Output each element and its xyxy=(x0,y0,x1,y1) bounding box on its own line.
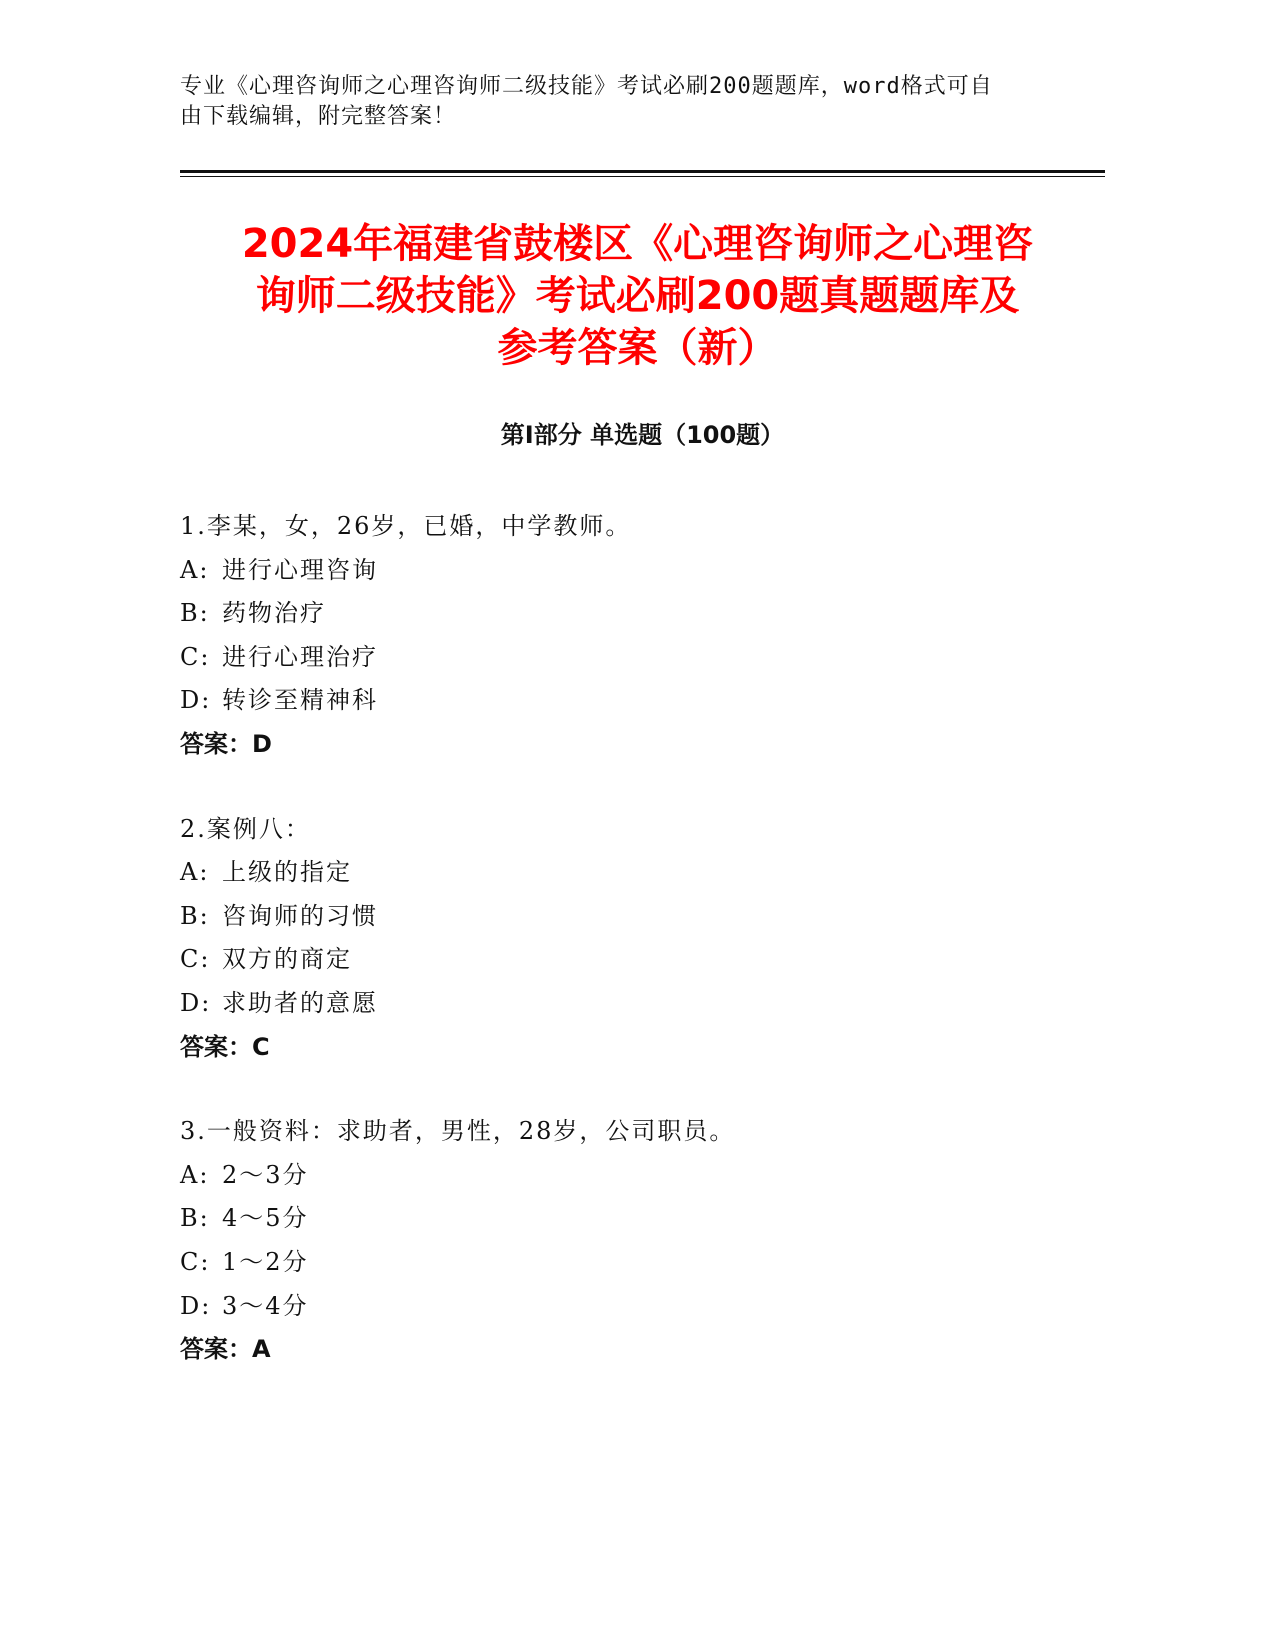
option-text: 进行心理咨询 xyxy=(222,555,378,584)
option-text: 3～4分 xyxy=(222,1291,309,1320)
header-divider-thin xyxy=(180,176,1105,177)
option-key: D: xyxy=(180,686,212,715)
answer-line: 答案：D xyxy=(180,729,272,758)
answer-line: 答案：A xyxy=(180,1335,271,1364)
question-item xyxy=(180,808,1105,1070)
option-d xyxy=(180,1285,1105,1329)
intro-line-2: 由下载编辑，附完整答案！ xyxy=(180,104,457,129)
question-stem: 3.一般资料：求助者，男性，28岁，公司职员。 xyxy=(180,1117,736,1146)
option-text: 2～3分 xyxy=(222,1160,309,1189)
option-key: B: xyxy=(180,1204,210,1233)
option-text: 双方的商定 xyxy=(222,945,352,974)
option-text: 4～5分 xyxy=(222,1204,309,1233)
document-title xyxy=(150,218,1125,374)
option-a xyxy=(180,851,1105,895)
option-text: 上级的指定 xyxy=(222,858,352,887)
answer-line: 答案：C xyxy=(180,1032,270,1061)
question-stem: 2.案例八： xyxy=(180,814,311,843)
option-key: D: xyxy=(180,1291,212,1320)
option-text: 药物治疗 xyxy=(222,599,326,628)
option-key: A: xyxy=(180,858,210,887)
option-key: C: xyxy=(180,945,211,974)
question-list xyxy=(180,505,1105,1413)
option-a xyxy=(180,549,1105,593)
option-key: B: xyxy=(180,901,210,930)
question-item xyxy=(180,505,1105,767)
option-text: 1～2分 xyxy=(222,1247,309,1276)
section-heading: 第Ⅰ部分 单选题（100题） xyxy=(500,421,785,449)
option-key: C: xyxy=(180,1247,211,1276)
option-a xyxy=(180,1154,1105,1198)
option-c xyxy=(180,636,1105,680)
option-key: A: xyxy=(180,1160,210,1189)
question-item xyxy=(180,1110,1105,1372)
option-key: C: xyxy=(180,642,211,671)
option-d xyxy=(180,679,1105,723)
intro-line-1: 专业《心理咨询师之心理咨询师二级技能》考试必刷200题题库，word格式可自 xyxy=(180,74,993,99)
option-text: 求助者的意愿 xyxy=(222,988,378,1017)
title-line-3: 参考答案（新） xyxy=(497,325,778,371)
question-stem: 1.李某，女，26岁，已婚，中学教师。 xyxy=(180,512,632,540)
header-divider-thick xyxy=(180,170,1105,173)
option-key: B: xyxy=(180,599,210,628)
option-key: A: xyxy=(180,555,210,584)
intro-text xyxy=(180,72,1040,132)
option-c xyxy=(180,938,1105,982)
option-d xyxy=(180,982,1105,1026)
option-text: 进行心理治疗 xyxy=(222,642,378,671)
option-b xyxy=(180,895,1105,939)
option-text: 转诊至精神科 xyxy=(222,686,378,715)
title-line-2: 询师二级技能》考试必刷200题真题题库及 xyxy=(255,273,1020,319)
option-key: D: xyxy=(180,988,212,1017)
option-c xyxy=(180,1241,1105,1285)
option-b xyxy=(180,592,1105,636)
title-line-1: 2024年福建省鼓楼区《心理咨询师之心理咨 xyxy=(241,221,1034,267)
option-text: 咨询师的习惯 xyxy=(222,901,378,930)
option-b xyxy=(180,1197,1105,1241)
